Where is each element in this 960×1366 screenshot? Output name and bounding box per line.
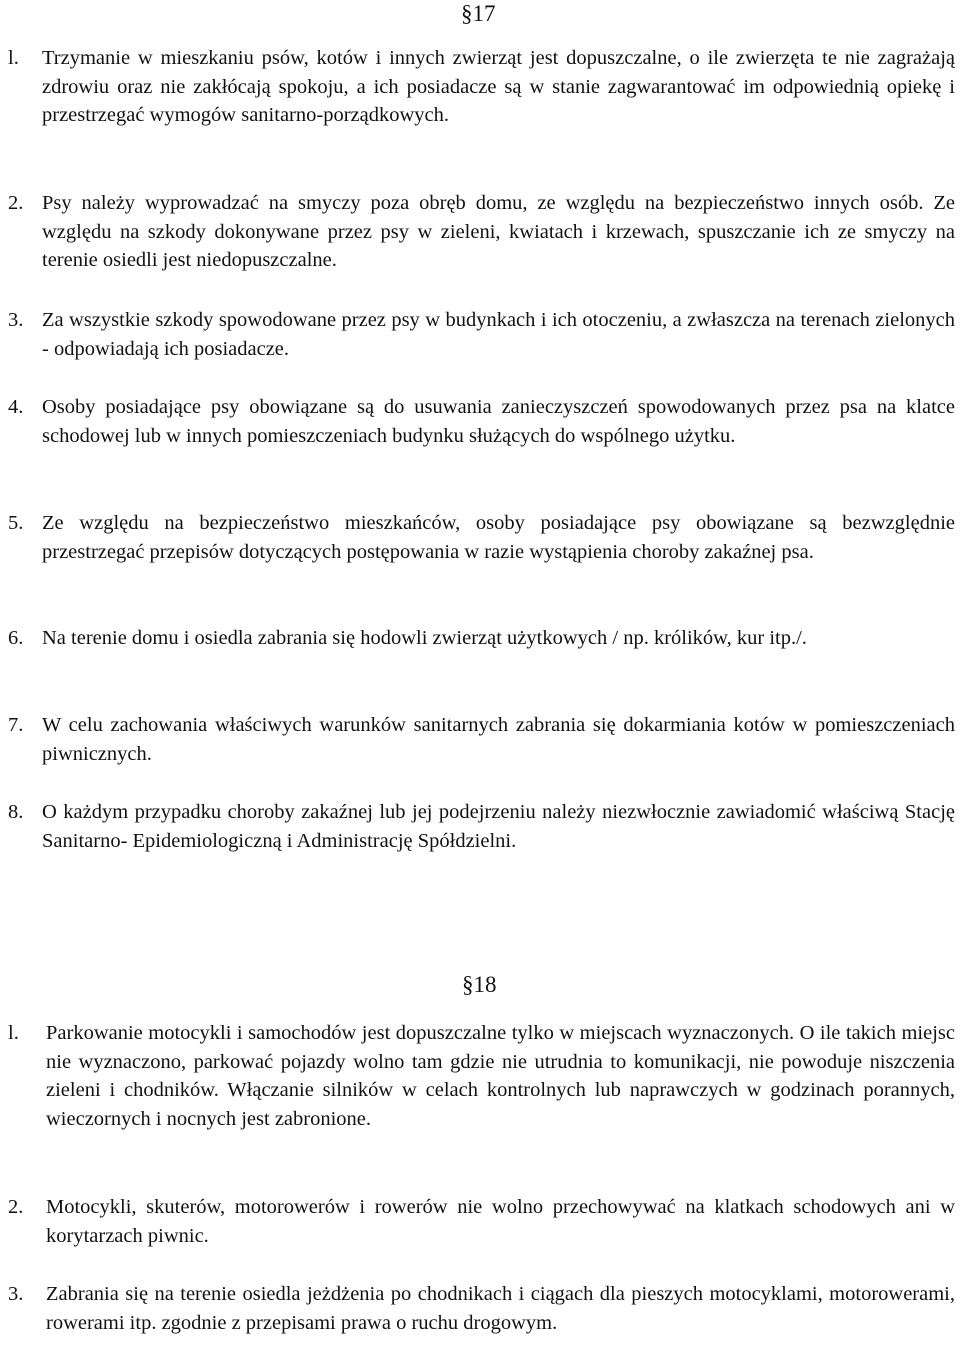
paragraph-18-1 — [8, 1019, 955, 1133]
paragraph-17-8 — [8, 798, 955, 855]
paragraph-number: 2. — [8, 1196, 24, 1218]
section-heading-17: §17 — [461, 1, 496, 26]
paragraph-text: O każdym przypadku choroby zakaźnej lub jej podejrzeniu należy niezwłocznie zawiadomić właściwą Stację Sanitarno- Epidemiologiczną i Administrację Spółdzielni. — [42, 801, 955, 852]
paragraph-17-6 — [8, 624, 955, 653]
paragraph-text: Osoby posiadające psy obowiązane są do usuwania zanieczyszczeń spowodowanych przez psa na klatce schodowej lub w innych pomieszczeniach budynku służących do wspólnego użytku. — [42, 396, 955, 447]
paragraph-number: 4. — [8, 396, 24, 418]
paragraph-text: Na terenie domu i osiedla zabrania się hodowli zwierząt użytkowych / np. królików, kur itp./. — [42, 627, 807, 649]
paragraph-17-3 — [8, 306, 955, 363]
paragraph-text: Za wszystkie szkody spowodowane przez psy w budynkach i ich otoczeniu, a zwłaszcza na terenach zielonych - odpowiadają ich posiadacze. — [42, 309, 955, 360]
paragraph-number: 7. — [8, 714, 24, 736]
paragraph-text: Ze względu na bezpieczeństwo mieszkańców, osoby posiadające psy obowiązane są bezwzględnie przestrzegać przepisów dotyczących postępowania w razie wystąpienia choroby zakaźnej psa. — [42, 512, 955, 563]
paragraph-text: Parkowanie motocykli i samochodów jest dopuszczalne tylko w miejscach wyznaczonych. O ile takich miejsc nie wyznaczono, parkować pojazdy wolno tam gdzie nie utrudnia to komunikacji, nie powoduje niszczenia zieleni i chodników. Włączanie silników w celach kontrolnych lub naprawczych w godzinach porannych, wieczornych i nocnych jest zabronione. — [46, 1022, 955, 1130]
paragraph-text: Psy należy wyprowadzać na smyczy poza obręb domu, ze względu na bezpieczeństwo innych osób. Ze względu na szkody dokonywane przez psy w zieleni, kwiatach i krzewach, spuszczanie ich ze smyczy na terenie osiedli jest niedopuszczalne. — [42, 192, 955, 271]
paragraph-text: W celu zachowania właściwych warunków sanitarnych zabrania się dokarmiania kotów w pomieszczeniach piwnicznych. — [42, 714, 955, 765]
paragraph-number: 8. — [8, 801, 24, 823]
paragraph-17-7 — [8, 711, 955, 768]
section-heading-18: §18 — [462, 972, 497, 997]
paragraph-number: 5. — [8, 512, 24, 534]
paragraph-number: l. — [8, 1022, 19, 1044]
paragraph-text: Zabrania się na terenie osiedla jeżdżenia po chodnikach i ciągach dla pieszych motocyklami, motorowerami, rowerami itp. zgodnie z przepisami prawa o ruchu drogowym. — [46, 1283, 955, 1334]
paragraph-17-1 — [8, 44, 955, 130]
paragraph-number: l. — [8, 47, 19, 69]
paragraph-text: Trzymanie w mieszkaniu psów, kotów i innych zwierząt jest dopuszczalne, o ile zwierzęta te nie zagrażają zdrowiu oraz nie zakłócają spokoju, a ich posiadacze są w stanie zagwarantować im odpowiednią opiekę i przestrzegać wymogów sanitarno-porządkowych. — [42, 47, 955, 126]
paragraph-18-3 — [8, 1280, 955, 1337]
paragraph-text: Motocykli, skuterów, motorowerów i rowerów nie wolno przechowywać na klatkach schodowych ani w korytarzach piwnic. — [46, 1196, 955, 1247]
paragraph-17-4 — [8, 393, 955, 450]
paragraph-number: 2. — [8, 192, 24, 214]
paragraph-18-2 — [8, 1193, 955, 1250]
paragraph-number: 3. — [8, 1283, 24, 1305]
paragraph-17-2 — [8, 189, 955, 275]
paragraph-number: 6. — [8, 627, 24, 649]
paragraph-17-5 — [8, 509, 955, 566]
paragraph-number: 3. — [8, 309, 24, 331]
